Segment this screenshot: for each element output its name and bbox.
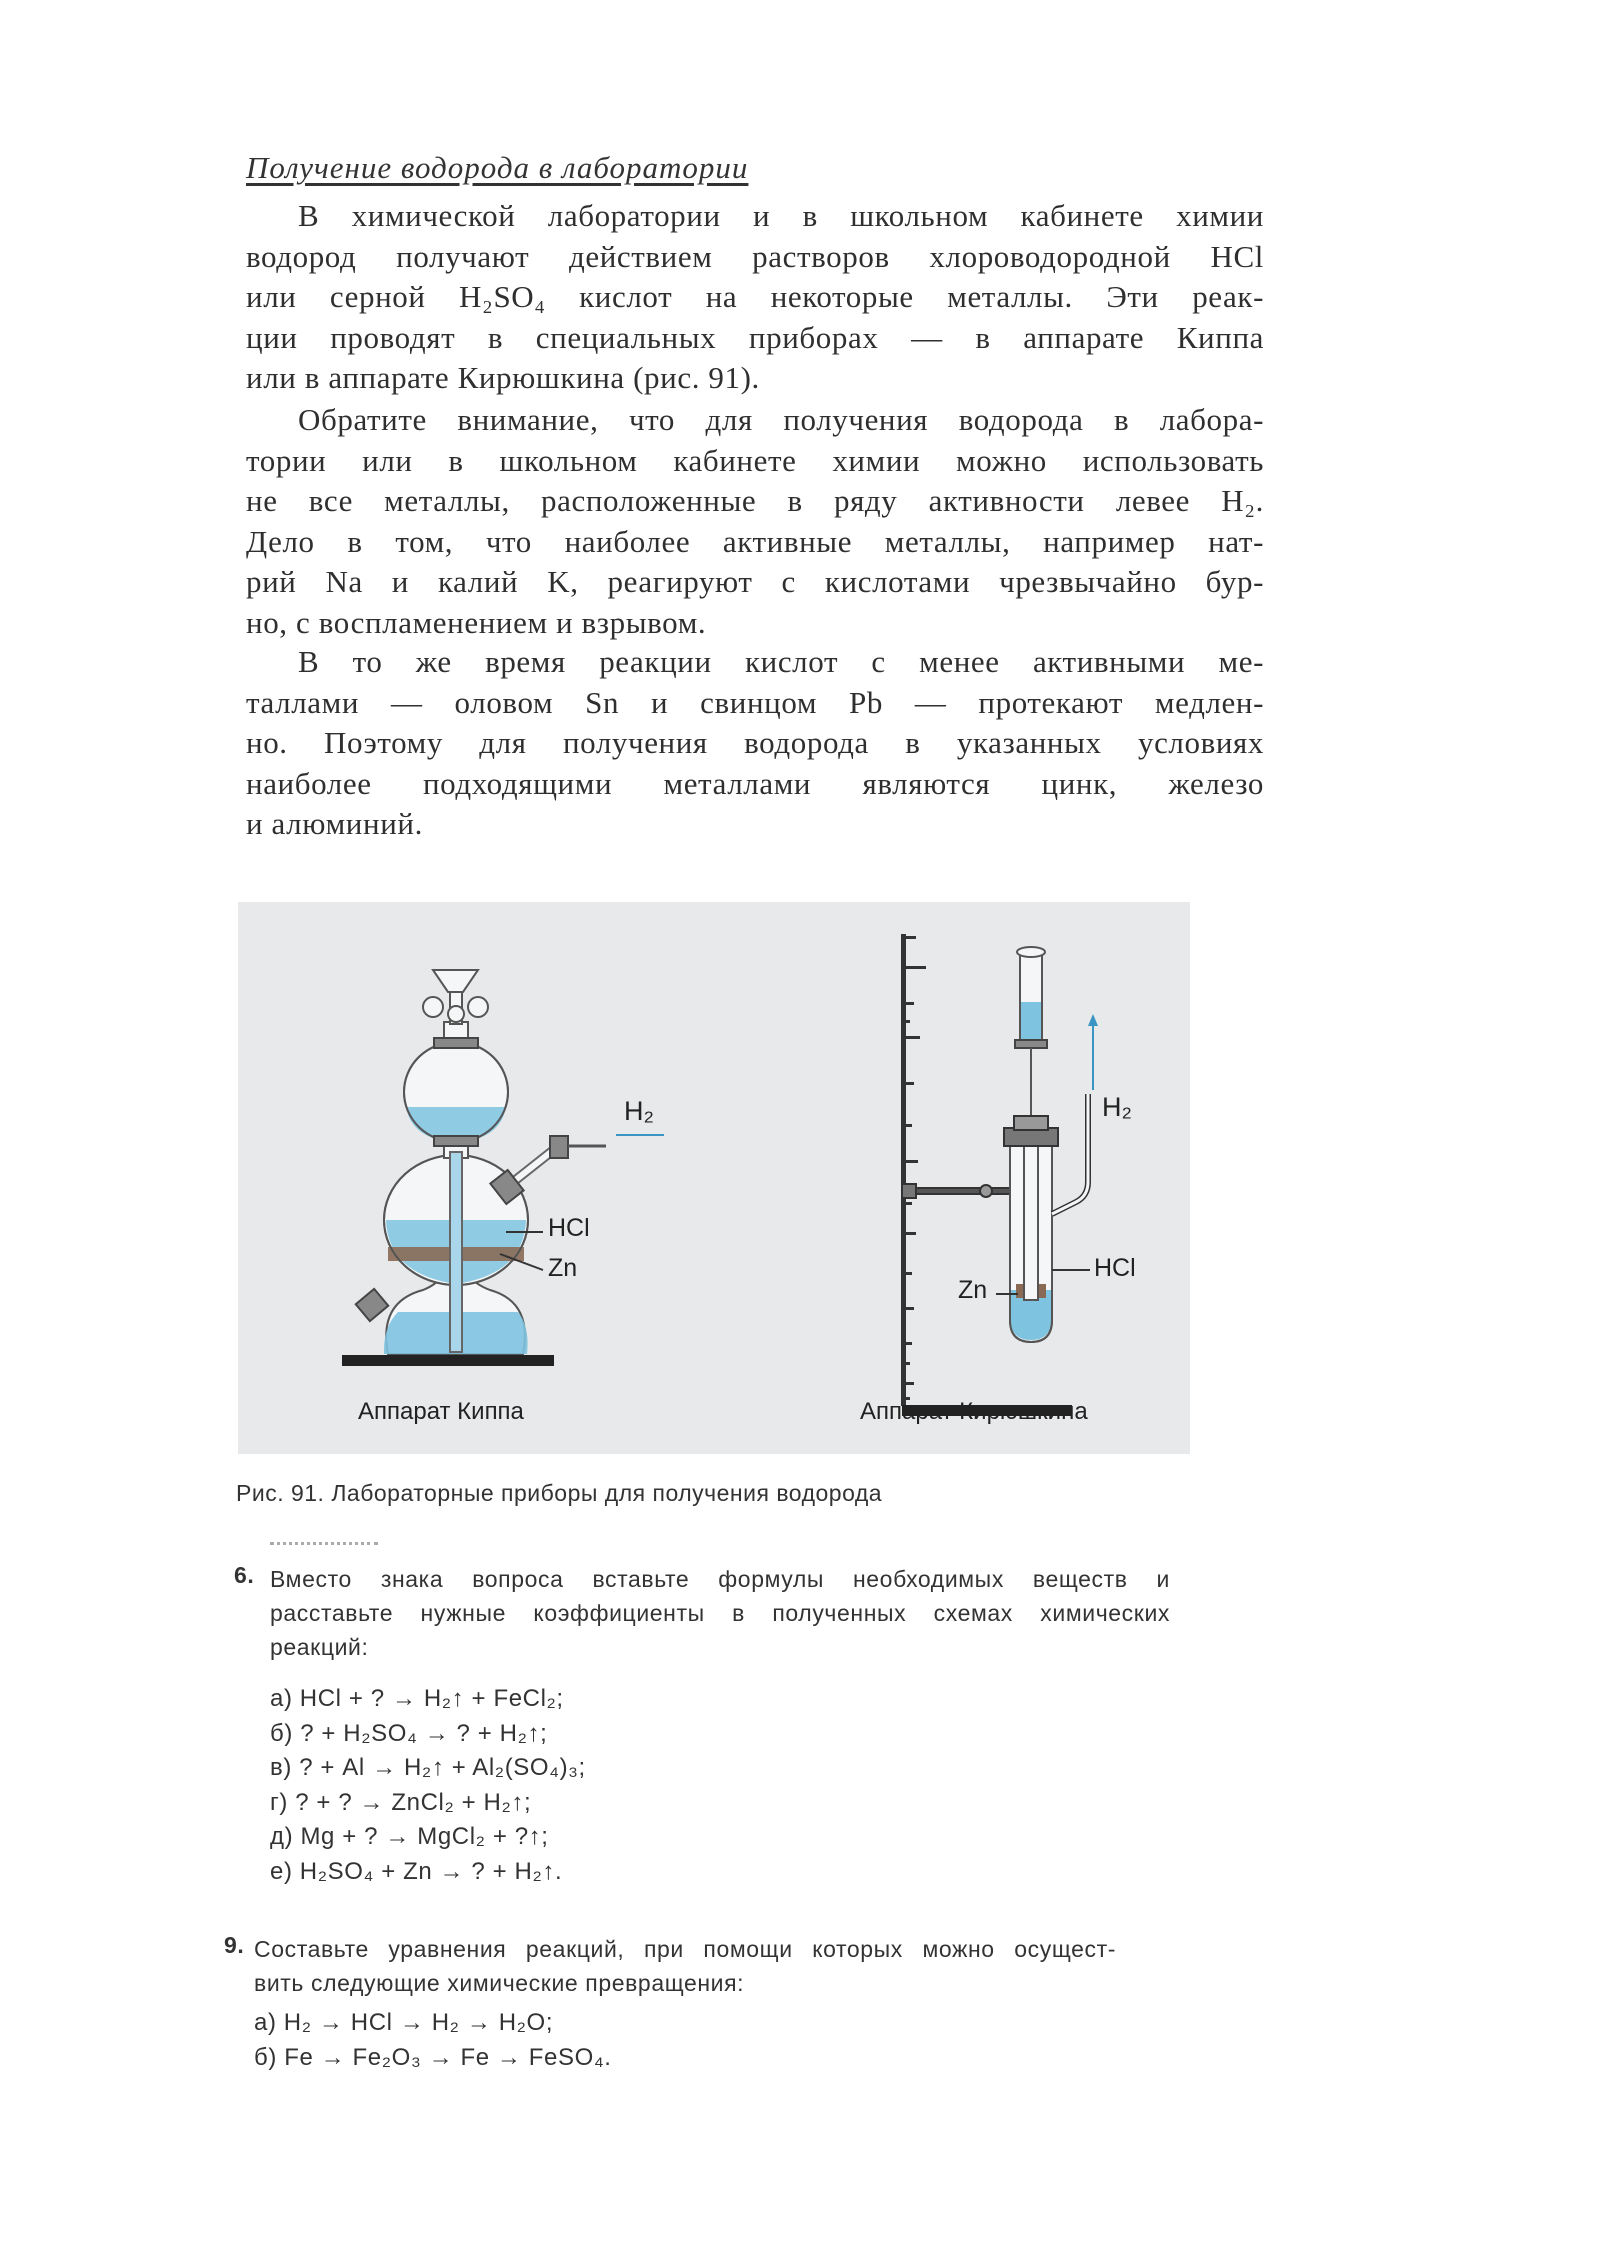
paragraph-line: водород получают действием растворов хлороводородной HCl [246, 238, 1264, 274]
task-item: б) Fe → Fe₂O₃ → Fe → FeSO₄. [254, 2043, 612, 2071]
paragraph-line: ции проводят в специальных приборах — в аппарате Киппа [246, 319, 1264, 355]
task-number: 6. [234, 1562, 255, 1588]
kiryushkin-apparatus [901, 934, 1098, 1415]
paragraph-line: рий Na и калий K, реагируют с кислотами чрезвычайно бур- [246, 564, 1264, 599]
kipp-metal-label: Zn [548, 1254, 578, 1282]
paragraph-line: или серной H₂SO₄ кислот на некоторые металлы. Эти реак- [246, 279, 1264, 314]
kiryushkin-gas-label: H₂ [1102, 1092, 1132, 1122]
task-line: Вместо знака вопроса вставьте формулы необходимых веществ и [270, 1566, 1170, 1592]
task-item: д) Mg + ? → MgCl₂ + ?↑; [270, 1823, 549, 1850]
paragraph-2 [246, 400, 1264, 643]
task-line: реакций: [270, 1634, 369, 1660]
kipp-gas-label: H₂ [624, 1096, 654, 1126]
paragraph-line: Дело в том, что наиболее активные металлы, например нат- [246, 523, 1264, 559]
task-items [254, 2006, 612, 2075]
task-item: а) H₂ → HCl → H₂ → H₂O; [254, 2009, 554, 2036]
kipp-apparatus [343, 970, 664, 1365]
task-item: в) ? + Al → H₂↑ + Al₂(SO₄)₃; [270, 1754, 586, 1781]
figure-caption: Рис. 91. Лабораторные приборы для получения водорода [236, 1480, 883, 1506]
paragraph-line: В химической лаборатории и в школьном кабинете химии [298, 198, 1264, 233]
paragraph-line: таллами — оловом Sn и свинцом Pb — протекают медлен- [246, 684, 1264, 720]
cut-off-text [270, 1542, 378, 1550]
paragraph-line: не все металлы, расположенные в ряду активности левее H₂. [246, 483, 1264, 518]
kiryushkin-apparatus-label: Аппарат Кирюшкина [860, 1398, 1088, 1425]
section-title: Получение водорода в лаборатории [246, 150, 749, 185]
paragraph-1 [246, 196, 1264, 399]
task-line: вить следующие химические превращения: [254, 1970, 745, 1996]
kipp-apparatus-label: Аппарат Киппа [358, 1398, 524, 1425]
task-line: расставьте нужные коэффициенты в полученных схемах химических [270, 1600, 1170, 1626]
task-text [254, 1932, 1116, 2000]
kipp-acid-label: HCl [548, 1214, 590, 1242]
figure-91 [238, 902, 1190, 1454]
paragraph-line: но, с воспламенением и взрывом. [246, 604, 707, 640]
task-number: 9. [224, 1932, 245, 1958]
kiryushkin-acid-label: HCl [1094, 1254, 1136, 1282]
task-item: г) ? + ? → ZnCl₂ + H₂↑; [270, 1788, 532, 1816]
paragraph-3 [246, 642, 1264, 845]
task-6 [234, 1562, 1194, 1902]
paragraph-line: и алюминий. [246, 806, 423, 841]
paragraph-line: но. Поэтому для получения водорода в указанных условиях [246, 725, 1264, 760]
kiryushkin-metal-label: Zn [958, 1276, 988, 1304]
task-item: б) ? + H₂SO₄ → ? + H₂↑; [270, 1719, 548, 1747]
paragraph-line: наиболее подходящими металлами являются цинк, железо [246, 765, 1264, 801]
task-9 [224, 1932, 1184, 2092]
apparatus-illustration [238, 902, 1190, 1454]
paragraph-line: или в аппарате Кирюшкина (рис. 91). [246, 360, 760, 395]
task-line: Составьте уравнения реакций, при помощи которых можно осущест- [254, 1936, 1116, 1962]
paragraph-line: тории или в школьном кабинете химии можно использовать [246, 442, 1264, 478]
task-item: е) H₂SO₄ + Zn → ? + H₂↑. [270, 1857, 563, 1885]
task-text [270, 1562, 1170, 1664]
task-items [270, 1682, 586, 1889]
paragraph-line: В то же время реакции кислот с менее активными ме- [298, 644, 1264, 679]
paragraph-line: Обратите внимание, что для получения водорода в лабора- [298, 402, 1264, 437]
task-item: а) HCl + ? → H₂↑ + FeCl₂; [270, 1685, 564, 1712]
